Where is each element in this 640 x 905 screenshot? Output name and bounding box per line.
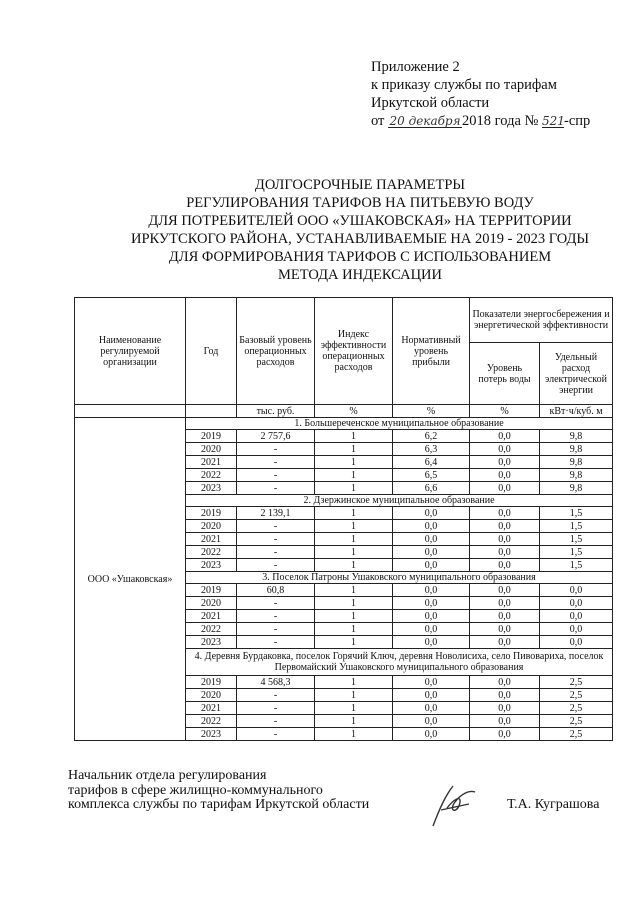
table-cell: -: [237, 482, 315, 495]
title-line: МЕТОДА ИНДЕКСАЦИИ: [278, 267, 442, 283]
table-cell: 2022: [186, 623, 237, 636]
title-line: РЕГУЛИРОВАНИЯ ТАРИФОВ НА ПИТЬЕВУЮ ВОДУ: [186, 195, 534, 211]
header-efficiency-group: Показатели энергосбережения и энергетической эффективности: [470, 298, 613, 343]
table-cell: 2021: [186, 533, 237, 546]
table-cell: 0,0: [470, 430, 540, 443]
table-cell: 2021: [186, 456, 237, 469]
table-cell: 0,0: [470, 546, 540, 559]
units-empty: [75, 405, 186, 418]
table-cell: 0,0: [470, 728, 540, 741]
table-cell: 6,3: [393, 443, 470, 456]
unit-index: %: [315, 405, 393, 418]
table-cell: 0,0: [470, 533, 540, 546]
table-cell: 1: [315, 623, 393, 636]
table-cell: 1: [315, 430, 393, 443]
section-title: 3. Поселок Патроны Ушаковского муниципального образования: [186, 572, 613, 584]
handwritten-signature: [425, 780, 485, 830]
table-cell: 1: [315, 610, 393, 623]
unit-loss: %: [470, 405, 540, 418]
table-cell: 0,0: [470, 482, 540, 495]
table-cell: -: [237, 443, 315, 456]
table-cell: -: [237, 715, 315, 728]
appendix-line-3: Иркутской области: [371, 95, 490, 111]
table-cell: 0,0: [470, 702, 540, 715]
header-year: Год: [186, 298, 237, 405]
table-cell: 9,8: [540, 456, 613, 469]
table-cell: 2021: [186, 702, 237, 715]
table-cell: 0,0: [540, 610, 613, 623]
table-cell: 1,5: [540, 546, 613, 559]
table-cell: -: [237, 702, 315, 715]
table-cell: 2,5: [540, 676, 613, 689]
title-line: ИРКУТСКОГО РАЙОНА, УСТАНАВЛИВАЕМЫЕ НА 2019 - 2023 ГОДЫ: [130, 231, 590, 247]
handwritten-number: 521: [541, 114, 565, 128]
table-cell: 2023: [186, 482, 237, 495]
table-cell: 0,0: [470, 715, 540, 728]
table-cell: 2,5: [540, 702, 613, 715]
table-cell: 2023: [186, 559, 237, 572]
table-cell: 6,4: [393, 456, 470, 469]
table-cell: -: [237, 689, 315, 702]
document-title: [60, 176, 640, 284]
table-cell: 1: [315, 443, 393, 456]
table-cell: 0,0: [470, 520, 540, 533]
section-row: [75, 418, 613, 430]
appendix-order-line: [371, 112, 590, 130]
table-cell: 0,0: [470, 623, 540, 636]
table-cell: -: [237, 559, 315, 572]
unit-base: тыс. руб.: [237, 405, 315, 418]
section-title: 1. Большереченское муниципальное образование: [186, 418, 613, 430]
title-line: ДЛЯ ФОРМИРОВАНИЯ ТАРИФОВ С ИСПОЛЬЗОВАНИЕМ: [168, 249, 552, 265]
units-empty: [186, 405, 237, 418]
table-cell: 0,0: [393, 728, 470, 741]
header-profit: Нормативный уровень прибыли: [393, 298, 470, 405]
header-index: Индекс эффективности операционных расходов: [315, 298, 393, 405]
table-cell: 6,5: [393, 469, 470, 482]
table-cell: 2022: [186, 715, 237, 728]
appendix-line-1: Приложение 2: [371, 59, 460, 75]
table-cell: 2,5: [540, 728, 613, 741]
table-cell: 0,0: [393, 715, 470, 728]
table-cell: 1,5: [540, 533, 613, 546]
table-cell: 2020: [186, 520, 237, 533]
table-cell: 2 757,6: [237, 430, 315, 443]
table-cell: 0,0: [470, 610, 540, 623]
from-label: от: [371, 113, 385, 129]
table-cell: 1: [315, 715, 393, 728]
table-cell: 0,0: [470, 507, 540, 520]
signature-block: [68, 769, 369, 813]
header-org: Наименование регулируемой организации: [75, 298, 186, 405]
org-name: ООО «Ушаковская»: [75, 418, 186, 741]
table-cell: 1: [315, 597, 393, 610]
table-cell: 0,0: [393, 702, 470, 715]
table-cell: 0,0: [393, 636, 470, 649]
table-cell: 4 568,3: [237, 676, 315, 689]
table-cell: 0,0: [393, 597, 470, 610]
footer-line-2: тарифов в сфере жилищно-коммунального: [68, 782, 323, 798]
order-suffix: -спр: [563, 113, 591, 129]
table-cell: 0,0: [470, 443, 540, 456]
unit-profit: %: [393, 405, 470, 418]
table-cell: 0,0: [540, 597, 613, 610]
table-cell: 1: [315, 636, 393, 649]
table-cell: 1: [315, 584, 393, 597]
table-cell: -: [237, 597, 315, 610]
table-cell: 0,0: [470, 689, 540, 702]
table-cell: 0,0: [470, 636, 540, 649]
table-cell: 0,0: [393, 676, 470, 689]
header-energy: Удельный расход электрической энергии: [540, 343, 613, 405]
table-cell: 0,0: [470, 456, 540, 469]
table-cell: 6,6: [393, 482, 470, 495]
table-cell: 0,0: [393, 610, 470, 623]
table-cell: 9,8: [540, 430, 613, 443]
section-title: 2. Дзержинское муниципальное образование: [186, 495, 613, 507]
table-cell: 0,0: [470, 559, 540, 572]
table-cell: 1,5: [540, 559, 613, 572]
table-cell: -: [237, 636, 315, 649]
table-cell: -: [237, 546, 315, 559]
table-cell: 1: [315, 728, 393, 741]
table-cell: 9,8: [540, 443, 613, 456]
order-year: 2018 года №: [462, 113, 539, 129]
table-cell: 2023: [186, 636, 237, 649]
table-cell: 2022: [186, 469, 237, 482]
table-cell: 0,0: [393, 584, 470, 597]
table-cell: 9,8: [540, 482, 613, 495]
table-cell: 1: [315, 533, 393, 546]
table-cell: 1: [315, 520, 393, 533]
table-cell: 1: [315, 559, 393, 572]
table-cell: 0,0: [540, 584, 613, 597]
table-cell: 0,0: [393, 507, 470, 520]
table-cell: 0,0: [393, 520, 470, 533]
table-cell: 2019: [186, 584, 237, 597]
table-cell: 2,5: [540, 689, 613, 702]
table-cell: 0,0: [540, 623, 613, 636]
table-cell: 2022: [186, 546, 237, 559]
table-cell: 2019: [186, 676, 237, 689]
table-cell: 2021: [186, 610, 237, 623]
table-cell: 1,5: [540, 507, 613, 520]
table-cell: 1,5: [540, 520, 613, 533]
title-line: ДЛЯ ПОТРЕБИТЕЛЕЙ ООО «УШАКОВСКАЯ» НА ТЕРРИТОРИИ: [148, 213, 572, 229]
table-cell: 0,0: [393, 559, 470, 572]
table-cell: 2020: [186, 443, 237, 456]
table-cell: 2 139,1: [237, 507, 315, 520]
section-title: 4. Деревня Бурдаковка, поселок Горячий Ключ, деревня Новолисиха, село Пивовариха, поселок Первомайский Ушаковского муниципального образования: [186, 649, 613, 676]
table-cell: 0,0: [393, 623, 470, 636]
table-cell: 1: [315, 482, 393, 495]
signer-name: Т.А. Куграшова: [507, 797, 600, 812]
table-cell: 60,8: [237, 584, 315, 597]
tariff-parameters-table: [74, 297, 613, 741]
appendix-block: [371, 58, 590, 130]
table-cell: -: [237, 456, 315, 469]
table-cell: 6,2: [393, 430, 470, 443]
footer-line-3: комплекса службы по тарифам Иркутской области: [68, 797, 370, 812]
header-loss: Уровень потерь воды: [470, 343, 540, 405]
table-cell: 0,0: [540, 636, 613, 649]
table-cell: 1: [315, 702, 393, 715]
table-cell: 2020: [186, 597, 237, 610]
table-cell: 0,0: [470, 469, 540, 482]
title-line: ДОЛГОСРОЧНЫЕ ПАРАМЕТРЫ: [254, 177, 466, 193]
table-cell: 2020: [186, 689, 237, 702]
header-base: Базовый уровень операционных расходов: [237, 298, 315, 405]
table-cell: 0,0: [470, 597, 540, 610]
table-cell: 1: [315, 456, 393, 469]
table-cell: -: [237, 533, 315, 546]
footer-line-1: Начальник отдела регулирования: [68, 768, 267, 783]
table-cell: -: [237, 623, 315, 636]
table-cell: 0,0: [393, 533, 470, 546]
appendix-line-2: к приказу службы по тарифам: [371, 77, 557, 93]
table-cell: 0,0: [470, 584, 540, 597]
table-cell: 0,0: [393, 689, 470, 702]
table-cell: 1: [315, 546, 393, 559]
table-cell: 1: [315, 676, 393, 689]
table-cell: 0,0: [470, 676, 540, 689]
table-cell: -: [237, 728, 315, 741]
table-cell: 1: [315, 469, 393, 482]
table-cell: 2,5: [540, 715, 613, 728]
handwritten-date: 20 декабря: [389, 114, 461, 128]
table-cell: 2019: [186, 430, 237, 443]
table-cell: 9,8: [540, 469, 613, 482]
table-cell: -: [237, 469, 315, 482]
unit-energy: кВт·ч/куб. м: [540, 405, 613, 418]
table-cell: -: [237, 610, 315, 623]
table-cell: 1: [315, 689, 393, 702]
table-cell: -: [237, 520, 315, 533]
table-cell: 1: [315, 507, 393, 520]
table-cell: 2019: [186, 507, 237, 520]
table-cell: 0,0: [393, 546, 470, 559]
table-cell: 2023: [186, 728, 237, 741]
